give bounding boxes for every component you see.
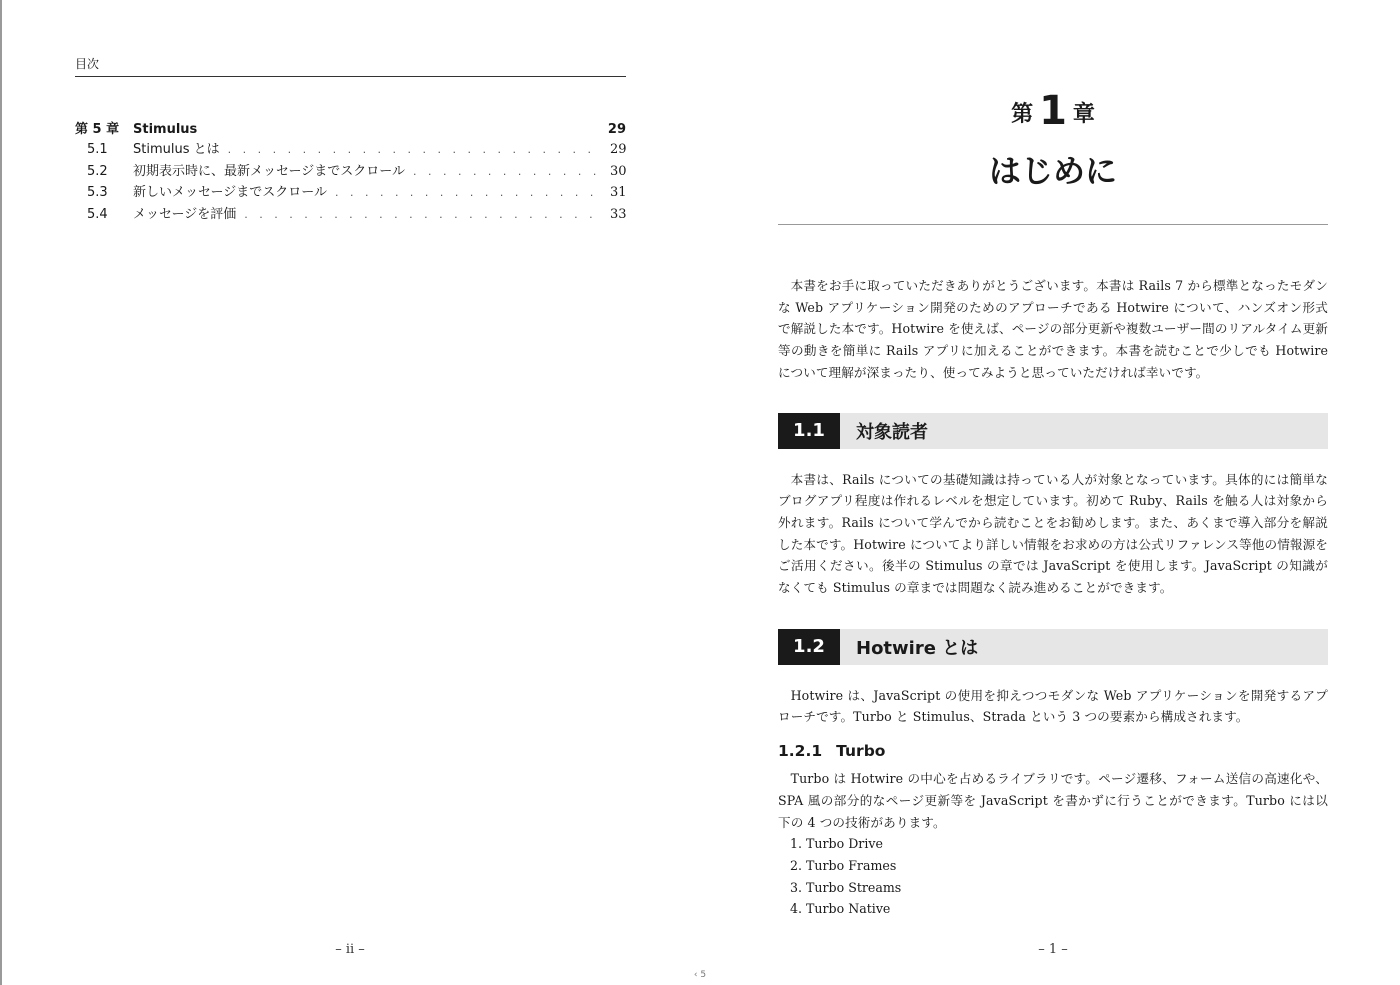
page-folio-right: – 1 –: [1038, 942, 1068, 957]
section-title: Hotwire とは: [856, 637, 979, 659]
toc-leader-dots: [413, 165, 602, 178]
toc-entry-title: メッセージを評価: [133, 206, 237, 222]
section-heading-1-1: [778, 413, 1328, 449]
toc-entry-5-3[interactable]: [75, 181, 626, 203]
toc-chapter-number: 第 5 章: [75, 122, 120, 137]
section-title: 対象読者: [856, 421, 928, 443]
toc-entry-number: 5.2: [87, 163, 108, 179]
toc-entry-5-2[interactable]: [75, 160, 626, 182]
toc-entry-page: 30: [610, 163, 627, 179]
toc-leader-dots: [228, 143, 602, 156]
toc-entry-page: 29: [610, 142, 627, 157]
chapter-title: はじめに: [988, 152, 1117, 190]
list-item: 4. Turbo Native: [790, 901, 891, 917]
subsection-heading-1-2-1: [778, 742, 1328, 760]
toc-entry-number: 5.1: [87, 142, 108, 157]
chapter-prefix: 第: [1011, 102, 1034, 127]
chapter-content: [778, 275, 1328, 920]
list-item: 2. Turbo Frames: [790, 857, 897, 873]
section-number: 1.1: [778, 413, 840, 449]
toc-entry-page: 31: [610, 185, 627, 200]
intro-paragraph: 本書をお手に取っていただきありがとうございます。本書は Rails 7 から標準となったモダンな Web アプリケーション開発のためのアプローチである Hotwire について、ハンズオン形式で解説した本です。Hotwire を使えば、ページの部分更新や複数ユーザー間のリアルタイム更新等の動きを簡単に Rails アプリに加えることができます。本書を読むことで少しでも Hotwire について理解が深まったり、使ってみようと思っていただければ幸いです。: [778, 278, 1328, 380]
toc-entry-title: Stimulus とは: [133, 142, 220, 157]
running-head: 目次: [75, 55, 626, 77]
section-1-2-paragraph: Hotwire は、JavaScript の使用を抑えつつモダンな Web アプリケーションを開発するアプローチです。Turbo と Stimulus、Strada という 3 つの要素から構成されます。: [778, 687, 1328, 725]
turbo-technology-list: [778, 833, 1328, 920]
toc-leader-dots: [244, 208, 602, 221]
subsection-paragraph: Turbo は Hotwire の中心を占めるライブラリです。ページ遷移、フォーム送信の高速化や、SPA 風の部分的なページ更新等を JavaScript を書かずに行うことができます。Turbo には以下の 4 つの技術があります。: [778, 771, 1328, 830]
toc-entry-title: 新しいメッセージまでスクロール: [133, 185, 327, 200]
toc-entry-number: 5.3: [87, 185, 108, 200]
toc-entry-5-1[interactable]: [75, 138, 626, 160]
chapter-suffix: 章: [1072, 102, 1095, 127]
toc-leader-dots: [335, 186, 602, 199]
section-1-1-paragraph: 本書は、Rails についての基礎知識は持っている人が対象となっています。具体的には簡単なブログアプリ程度は作れるレベルを想定しています。初めて Ruby、Rails を触る人は対象から外れます。Rails について学んでから読むことをお勧めします。また、あくまで導入部分を解説した本です。Hotwire についてより詳しい情報をお求めの方は公式リファレンス等他の情報源をご活用ください。後半の Stimulus の章では JavaScript を使用します。JavaScript の知識がなくても Stimulus の章までは問題なく読み進めることができます。: [778, 471, 1328, 596]
toc-chapter-page: 29: [607, 122, 626, 137]
toc-chapter-title: Stimulus: [133, 122, 198, 137]
page-folio-left: – ii –: [335, 942, 365, 957]
toc-entry-number: 5.4: [87, 206, 108, 222]
list-item: 1. Turbo Drive: [790, 836, 883, 852]
list-item: 3. Turbo Streams: [790, 879, 902, 895]
chapter-number: 1: [1039, 88, 1067, 134]
toc-entry-title: 初期表示時に、最新メッセージまでスクロール: [133, 163, 405, 179]
chapter-divider: [778, 224, 1328, 225]
subsection-title: Turbo: [836, 742, 886, 761]
section-number: 1.2: [778, 629, 840, 665]
toc-entry-5-4[interactable]: [75, 203, 626, 225]
page-nav-indicator[interactable]: ‹ 5: [693, 970, 707, 980]
chapter-label: [778, 88, 1328, 134]
section-heading-1-2: [778, 629, 1328, 665]
subsection-number: 1.2.1: [778, 742, 823, 761]
toc-chapter-5[interactable]: [75, 118, 626, 138]
table-of-contents: [75, 118, 626, 224]
toc-entry-page: 33: [610, 206, 627, 222]
right-page: [700, 0, 1400, 985]
